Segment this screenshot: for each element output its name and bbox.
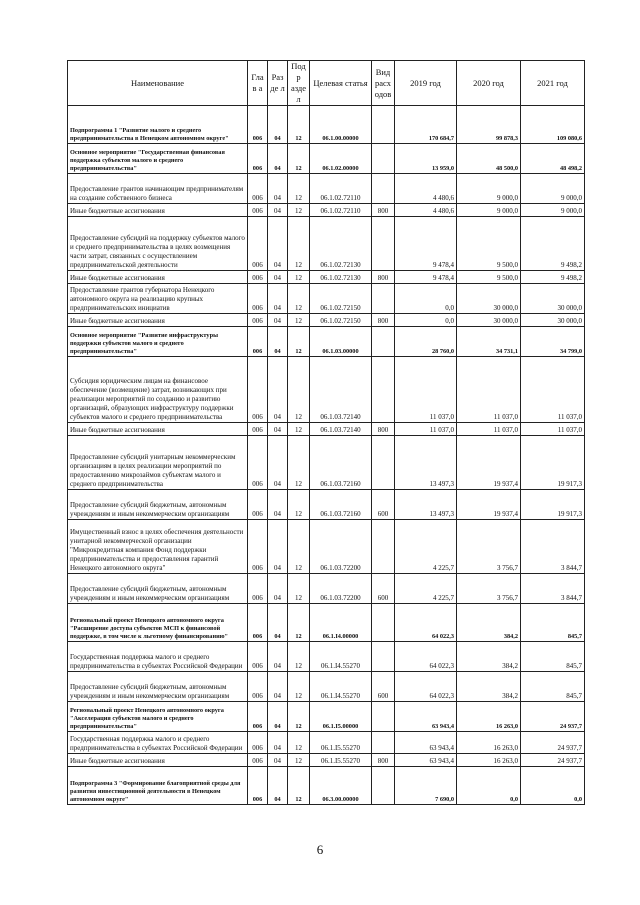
cell-name: Региональный проект Ненецкого автономного округа "Акселерация субъектов малого и среднего предпринимательства" <box>68 702 248 732</box>
table-row <box>68 672 585 702</box>
cell-vid <box>372 732 395 754</box>
cell-glava: 006 <box>248 672 268 702</box>
cell-glava: 006 <box>248 106 268 144</box>
cell-y2020: 48 500,0 <box>457 144 521 174</box>
table-row <box>68 520 585 574</box>
cell-vid: 600 <box>372 672 395 702</box>
cell-y2019: 11 037,0 <box>395 423 457 436</box>
cell-vid <box>372 106 395 144</box>
cell-name: Предоставление субсидий унитарным некоммерческим организациям в целях реализации мероприятий по предоставлению микрозаймов субъектам малого и среднего предпринимательства <box>68 436 248 490</box>
cell-y2019: 4 225,7 <box>395 520 457 574</box>
cell-statya: 06.1.00.00000 <box>310 106 372 144</box>
cell-name: Иные бюджетные ассигнования <box>68 423 248 436</box>
cell-y2020: 9 500,0 <box>457 271 521 284</box>
table-row <box>68 767 585 805</box>
cell-y2021: 9 000,0 <box>521 204 585 217</box>
cell-name: Иные бюджетные ассигнования <box>68 754 248 767</box>
cell-podrazdel: 12 <box>288 574 310 604</box>
cell-name: Предоставление грантов губернатора Ненецкого автономного округа на реализацию крупных предпринимательских инициатив <box>68 284 248 314</box>
cell-glava: 006 <box>248 520 268 574</box>
cell-vid: 600 <box>372 490 395 520</box>
cell-y2020: 19 937,4 <box>457 490 521 520</box>
cell-razdel: 04 <box>268 327 288 357</box>
cell-y2020: 3 756,7 <box>457 520 521 574</box>
cell-razdel: 04 <box>268 436 288 490</box>
cell-vid: 800 <box>372 271 395 284</box>
cell-razdel: 04 <box>268 423 288 436</box>
cell-glava: 006 <box>248 490 268 520</box>
cell-y2020: 11 037,0 <box>457 357 521 423</box>
cell-vid <box>372 144 395 174</box>
cell-podrazdel: 12 <box>288 520 310 574</box>
cell-y2021: 109 080,6 <box>521 106 585 144</box>
cell-statya: 06.1.I4.55270 <box>310 642 372 672</box>
cell-razdel: 04 <box>268 106 288 144</box>
header-2019: 2019 год <box>395 61 457 106</box>
cell-razdel: 04 <box>268 642 288 672</box>
cell-name: Подпрограмма 3 "Формирование благоприятной среды для развития инвестиционной деятельности в Ненецком автономном округе" <box>68 767 248 805</box>
cell-y2021: 48 498,2 <box>521 144 585 174</box>
cell-vid <box>372 436 395 490</box>
cell-y2020: 384,2 <box>457 642 521 672</box>
cell-name: Основное мероприятие "Государственная финансовая поддержка субъектов малого и среднего предпринимательства" <box>68 144 248 174</box>
cell-y2019: 64 022,3 <box>395 642 457 672</box>
header-2021: 2021 год <box>521 61 585 106</box>
cell-name: Подпрограмма 1 "Развитие малого и среднего предпринимательства в Ненецком автономном округе" <box>68 106 248 144</box>
cell-y2021: 845,7 <box>521 604 585 642</box>
table-row <box>68 436 585 490</box>
header-podrazdel: Подр аздел <box>288 61 310 106</box>
cell-glava: 006 <box>248 271 268 284</box>
header-glava: Глав а <box>248 61 268 106</box>
table-row <box>68 574 585 604</box>
cell-statya: 06.1.03.72140 <box>310 357 372 423</box>
table-row <box>68 754 585 767</box>
cell-statya: 06.1.I4.00000 <box>310 604 372 642</box>
cell-glava: 006 <box>248 732 268 754</box>
cell-razdel: 04 <box>268 314 288 327</box>
cell-statya: 06.1.02.72150 <box>310 314 372 327</box>
table-row <box>68 490 585 520</box>
cell-podrazdel: 12 <box>288 106 310 144</box>
cell-y2020: 9 000,0 <box>457 204 521 217</box>
cell-name: Предоставление грантов начинающим предпринимателям на создание собственного бизнеса <box>68 174 248 204</box>
cell-podrazdel: 12 <box>288 357 310 423</box>
cell-podrazdel: 12 <box>288 767 310 805</box>
cell-statya: 06.1.03.72160 <box>310 490 372 520</box>
cell-statya: 06.1.02.72150 <box>310 284 372 314</box>
cell-name: Предоставление субсидий бюджетным, автономным учреждениям и иным некоммерческим организациям <box>68 490 248 520</box>
cell-statya: 06.1.03.00000 <box>310 327 372 357</box>
cell-razdel: 04 <box>268 604 288 642</box>
cell-vid <box>372 767 395 805</box>
cell-glava: 006 <box>248 754 268 767</box>
table-row <box>68 732 585 754</box>
cell-razdel: 04 <box>268 490 288 520</box>
cell-vid <box>372 284 395 314</box>
cell-name: Основное мероприятие "Развитие инфраструктуры поддержки субъектов малого и среднего предпринимательства" <box>68 327 248 357</box>
cell-vid: 800 <box>372 754 395 767</box>
cell-podrazdel: 12 <box>288 436 310 490</box>
cell-glava: 006 <box>248 217 268 271</box>
cell-y2020: 19 937,4 <box>457 436 521 490</box>
page-number: 6 <box>316 842 324 857</box>
cell-statya: 06.1.03.72160 <box>310 436 372 490</box>
cell-podrazdel: 12 <box>288 754 310 767</box>
cell-y2021: 9 498,2 <box>521 271 585 284</box>
cell-name: Предоставление субсидий бюджетным, автономным учреждениям и иным некоммерческим организациям <box>68 672 248 702</box>
cell-name: Государственная поддержка малого и среднего предпринимательства в субъектах Российской Федерации <box>68 642 248 672</box>
cell-razdel: 04 <box>268 357 288 423</box>
table-row <box>68 314 585 327</box>
cell-y2019: 7 690,0 <box>395 767 457 805</box>
cell-y2020: 99 878,3 <box>457 106 521 144</box>
cell-razdel: 04 <box>268 767 288 805</box>
cell-glava: 006 <box>248 144 268 174</box>
cell-glava: 006 <box>248 314 268 327</box>
cell-y2019: 63 943,4 <box>395 732 457 754</box>
cell-statya: 06.1.03.72140 <box>310 423 372 436</box>
cell-vid <box>372 520 395 574</box>
cell-vid: 800 <box>372 314 395 327</box>
cell-y2019: 13 497,3 <box>395 490 457 520</box>
cell-y2021: 30 000,0 <box>521 314 585 327</box>
cell-y2019: 11 037,0 <box>395 357 457 423</box>
cell-vid <box>372 174 395 204</box>
cell-razdel: 04 <box>268 144 288 174</box>
table-row <box>68 174 585 204</box>
cell-y2020: 384,2 <box>457 604 521 642</box>
cell-podrazdel: 12 <box>288 204 310 217</box>
cell-name: Региональный проект Ненецкого автономного округа "Расширение доступа субъектов МСП к финансовой поддержке, в том числе к льготному финансированию" <box>68 604 248 642</box>
cell-y2019: 63 943,4 <box>395 754 457 767</box>
cell-y2019: 13 959,0 <box>395 144 457 174</box>
cell-glava: 006 <box>248 702 268 732</box>
cell-podrazdel: 12 <box>288 217 310 271</box>
cell-y2020: 16 263,0 <box>457 702 521 732</box>
table-row <box>68 106 585 144</box>
cell-y2019: 0,0 <box>395 284 457 314</box>
cell-y2021: 24 937,7 <box>521 702 585 732</box>
cell-name: Предоставление субсидий бюджетным, автономным учреждениям и иным некоммерческим организациям <box>68 574 248 604</box>
cell-y2021: 19 917,3 <box>521 490 585 520</box>
cell-razdel: 04 <box>268 574 288 604</box>
cell-glava: 006 <box>248 642 268 672</box>
budget-sheet <box>67 60 585 805</box>
cell-razdel: 04 <box>268 732 288 754</box>
cell-y2021: 30 000,0 <box>521 284 585 314</box>
cell-glava: 006 <box>248 327 268 357</box>
cell-statya: 06.1.03.72200 <box>310 574 372 604</box>
cell-podrazdel: 12 <box>288 423 310 436</box>
cell-y2019: 9 478,4 <box>395 217 457 271</box>
cell-statya: 06.1.I5.55270 <box>310 754 372 767</box>
cell-podrazdel: 12 <box>288 702 310 732</box>
cell-vid: 600 <box>372 574 395 604</box>
cell-razdel: 04 <box>268 271 288 284</box>
cell-y2021: 9 000,0 <box>521 174 585 204</box>
table-row <box>68 357 585 423</box>
cell-y2021: 11 037,0 <box>521 423 585 436</box>
cell-razdel: 04 <box>268 174 288 204</box>
cell-y2021: 845,7 <box>521 672 585 702</box>
cell-y2019: 4 225,7 <box>395 574 457 604</box>
cell-razdel: 04 <box>268 702 288 732</box>
header-razdel: Разде л <box>268 61 288 106</box>
cell-y2021: 34 799,0 <box>521 327 585 357</box>
cell-y2020: 34 731,1 <box>457 327 521 357</box>
table-row <box>68 284 585 314</box>
cell-glava: 006 <box>248 204 268 217</box>
cell-y2021: 0,0 <box>521 767 585 805</box>
cell-glava: 006 <box>248 604 268 642</box>
cell-statya: 06.1.I5.55270 <box>310 732 372 754</box>
cell-podrazdel: 12 <box>288 144 310 174</box>
table-row <box>68 642 585 672</box>
budget-table <box>67 60 585 805</box>
cell-y2019: 64 022,3 <box>395 672 457 702</box>
cell-statya: 06.1.02.00000 <box>310 144 372 174</box>
cell-vid <box>372 327 395 357</box>
cell-y2020: 30 000,0 <box>457 284 521 314</box>
cell-y2021: 11 037,0 <box>521 357 585 423</box>
header-vid: Вид расх одов <box>372 61 395 106</box>
cell-glava: 006 <box>248 436 268 490</box>
table-row <box>68 702 585 732</box>
cell-podrazdel: 12 <box>288 732 310 754</box>
cell-statya: 06.1.02.72110 <box>310 174 372 204</box>
cell-podrazdel: 12 <box>288 284 310 314</box>
cell-y2021: 3 844,7 <box>521 520 585 574</box>
cell-statya: 06.1.02.72110 <box>310 204 372 217</box>
cell-razdel: 04 <box>268 754 288 767</box>
cell-razdel: 04 <box>268 672 288 702</box>
cell-y2021: 19 917,3 <box>521 436 585 490</box>
cell-y2020: 384,2 <box>457 672 521 702</box>
cell-glava: 006 <box>248 574 268 604</box>
cell-glava: 006 <box>248 767 268 805</box>
cell-name: Иные бюджетные ассигнования <box>68 314 248 327</box>
cell-vid <box>372 217 395 271</box>
cell-y2020: 3 756,7 <box>457 574 521 604</box>
cell-vid <box>372 642 395 672</box>
cell-statya: 06.1.I5.00000 <box>310 702 372 732</box>
cell-y2021: 9 498,2 <box>521 217 585 271</box>
cell-razdel: 04 <box>268 204 288 217</box>
cell-y2019: 63 943,4 <box>395 702 457 732</box>
cell-y2019: 13 497,3 <box>395 436 457 490</box>
cell-y2019: 0,0 <box>395 314 457 327</box>
cell-y2019: 4 480,6 <box>395 174 457 204</box>
cell-statya: 06.1.03.72200 <box>310 520 372 574</box>
cell-y2020: 9 000,0 <box>457 174 521 204</box>
cell-name: Имущественный взнос в целях обеспечения деятельности унитарной некоммерческой организации "Микрокредитная компания Фонд поддержки предпринимательства и предоставления гарантий Ненецкого автономного округа" <box>68 520 248 574</box>
table-row <box>68 423 585 436</box>
table-row <box>68 144 585 174</box>
cell-name: Субсидия юридическим лицам на финансовое обеспечение (возмещение) затрат, возникающих при реализации мероприятий по созданию и развитию организаций, образующих инфраструктуру поддержки субъектов малого и среднего предпринимательства <box>68 357 248 423</box>
cell-y2021: 24 937,7 <box>521 754 585 767</box>
cell-vid <box>372 357 395 423</box>
cell-y2021: 24 937,7 <box>521 732 585 754</box>
cell-y2020: 0,0 <box>457 767 521 805</box>
cell-y2021: 3 844,7 <box>521 574 585 604</box>
cell-y2019: 28 760,0 <box>395 327 457 357</box>
table-row <box>68 271 585 284</box>
cell-y2019: 170 684,7 <box>395 106 457 144</box>
cell-y2019: 64 022,3 <box>395 604 457 642</box>
cell-glava: 006 <box>248 357 268 423</box>
cell-razdel: 04 <box>268 217 288 271</box>
cell-glava: 006 <box>248 174 268 204</box>
cell-podrazdel: 12 <box>288 672 310 702</box>
cell-statya: 06.1.02.72130 <box>310 271 372 284</box>
cell-razdel: 04 <box>268 520 288 574</box>
cell-vid: 800 <box>372 204 395 217</box>
cell-podrazdel: 12 <box>288 490 310 520</box>
cell-y2019: 9 478,4 <box>395 271 457 284</box>
cell-y2019: 4 480,6 <box>395 204 457 217</box>
cell-glava: 006 <box>248 423 268 436</box>
table-row <box>68 604 585 642</box>
cell-glava: 006 <box>248 284 268 314</box>
header-name: Наименование <box>68 61 248 106</box>
cell-vid <box>372 604 395 642</box>
header-2020: 2020 год <box>457 61 521 106</box>
table-row <box>68 217 585 271</box>
header-statya: Целевая статья <box>310 61 372 106</box>
cell-podrazdel: 12 <box>288 174 310 204</box>
cell-razdel: 04 <box>268 284 288 314</box>
cell-podrazdel: 12 <box>288 327 310 357</box>
cell-statya: 06.3.00.00000 <box>310 767 372 805</box>
cell-y2021: 845,7 <box>521 642 585 672</box>
cell-podrazdel: 12 <box>288 604 310 642</box>
cell-y2020: 30 000,0 <box>457 314 521 327</box>
cell-name: Государственная поддержка малого и среднего предпринимательства в субъектах Российской Федерации <box>68 732 248 754</box>
cell-y2020: 16 263,0 <box>457 754 521 767</box>
cell-podrazdel: 12 <box>288 642 310 672</box>
cell-statya: 06.1.I4.55270 <box>310 672 372 702</box>
cell-y2020: 11 037,0 <box>457 423 521 436</box>
cell-podrazdel: 12 <box>288 271 310 284</box>
table-header-row <box>68 61 585 106</box>
cell-y2020: 9 500,0 <box>457 217 521 271</box>
cell-vid <box>372 702 395 732</box>
cell-name: Иные бюджетные ассигнования <box>68 271 248 284</box>
cell-name: Предоставление субсидий на поддержку субъектов малого и среднего предпринимательства в целях возмещения части затрат, связанных с осуществлением предпринимательской деятельности <box>68 217 248 271</box>
cell-y2020: 16 263,0 <box>457 732 521 754</box>
cell-name: Иные бюджетные ассигнования <box>68 204 248 217</box>
table-row <box>68 327 585 357</box>
cell-podrazdel: 12 <box>288 314 310 327</box>
cell-vid: 800 <box>372 423 395 436</box>
table-row <box>68 204 585 217</box>
cell-statya: 06.1.02.72130 <box>310 217 372 271</box>
